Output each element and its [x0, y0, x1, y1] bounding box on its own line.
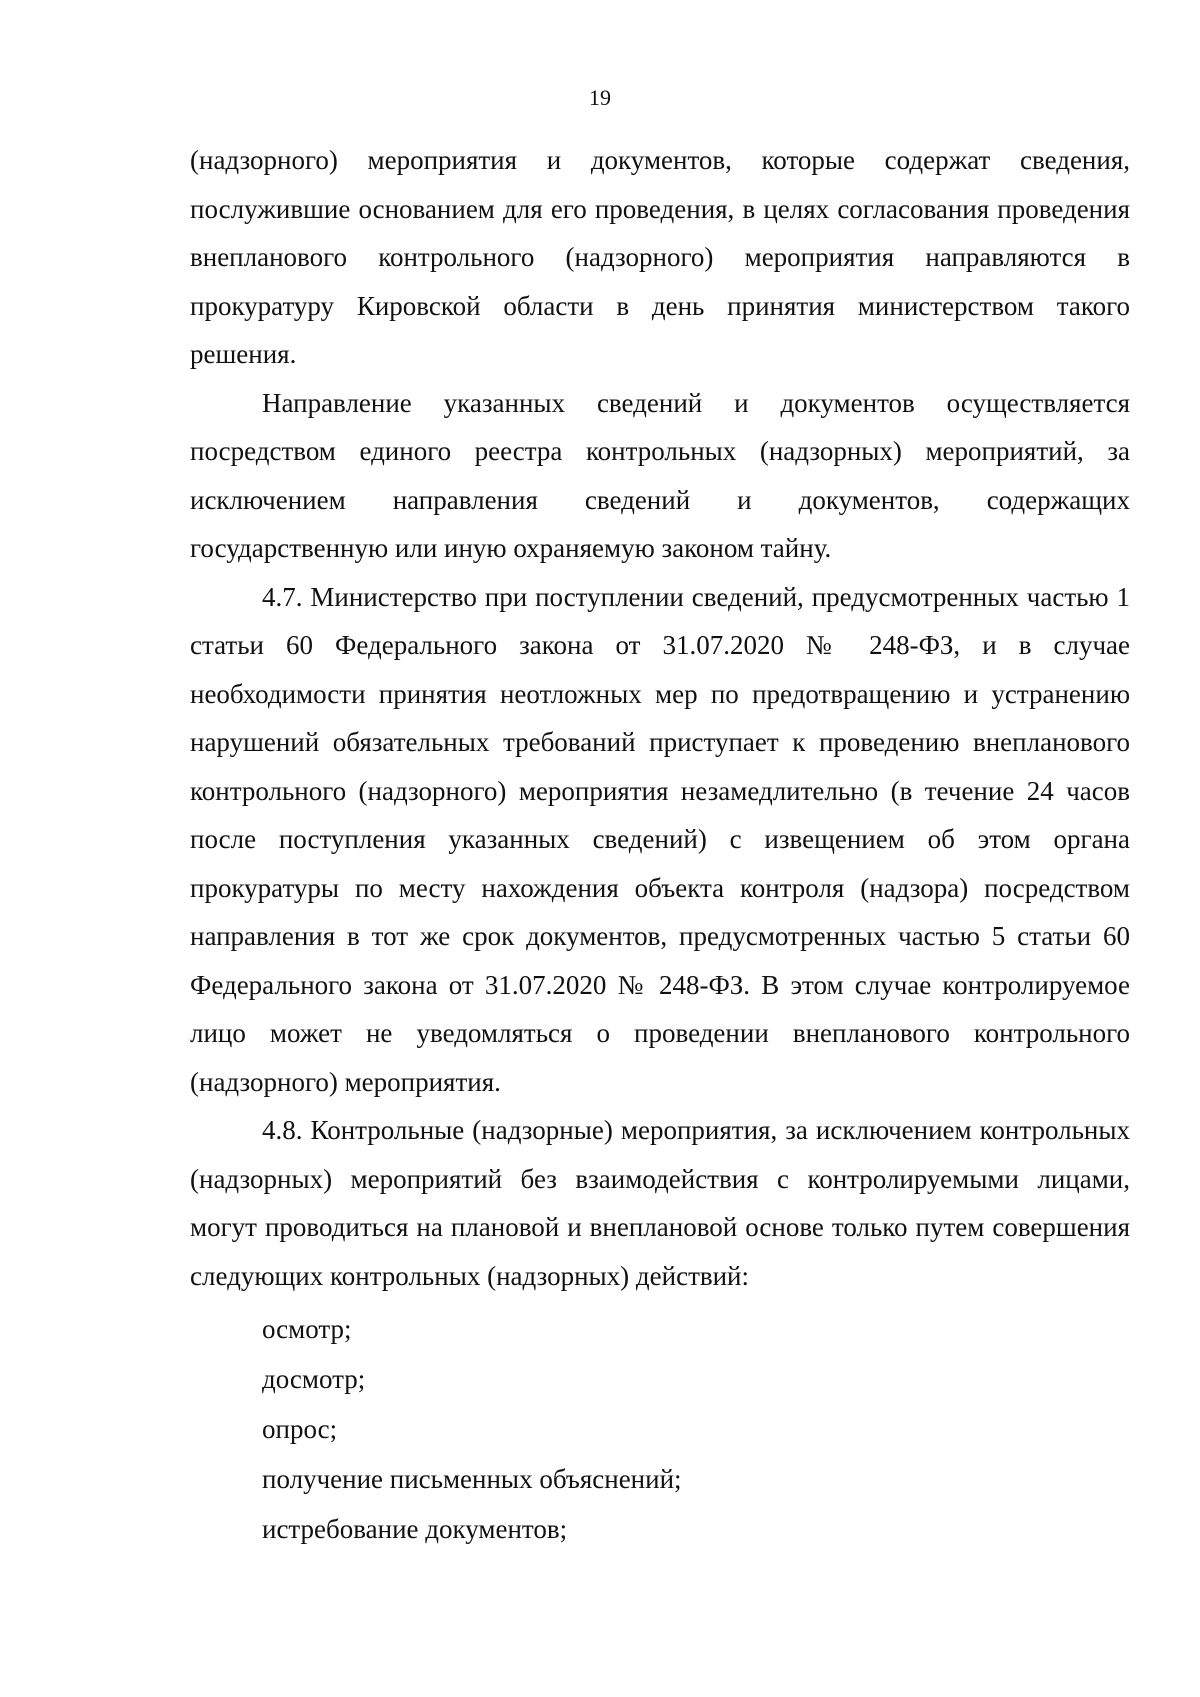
page-number: 19 [589, 85, 611, 110]
list-item: досмотр; [262, 1364, 366, 1394]
paragraph-4-7: 4.7. Министерство при поступлении сведений, предусмотренных частью 1 статьи 60 Федерального закона от 31.07.2020 № 248-ФЗ, и в случае необходимости принятия неотложных мер по предотвращению и устранению нарушений обязательных требований приступает к проведению внепланового контрольного (надзорного) мероприятия незамедлительно (в течение 24 часов после поступления указанных сведений) с извещением об этом органа прокуратуры по месту нахождения объекта контроля (надзора) посредством направления в тот же срок документов, предусмотренных частью 5 статьи 60 Федерального закона от 31.07.2020 № 248-ФЗ. В этом случае контролируемое лицо может не уведомляться о проведении внепланового контрольного (надзорного) мероприятия. [190, 581, 1130, 1097]
paragraph-registry: Направление указанных сведений и документов осуществляется посредством единого реестра контрольных (надзорных) мероприятий, за исключением направления сведений и документов, содержащих государственную или иную охраняемую законом тайну. [190, 387, 1130, 563]
paragraph-4-8: 4.8. Контрольные (надзорные) мероприятия, за исключением контрольных (надзорных) мероприятий без взаимодействия с контролируемыми лицами, могут проводиться на плановой и внеплановой основе только путем совершения следующих контрольных (надзорных) действий: [190, 1115, 1130, 1291]
list-item: осмотр; [262, 1314, 352, 1344]
list-item: получение письменных объяснений; [262, 1464, 682, 1494]
control-actions-list [190, 1304, 1130, 1554]
document-body [190, 136, 1130, 1554]
paragraph-continuation: (надзорного) мероприятия и документов, которые содержат сведения, послужившие основанием для его проведения, в целях согласования проведения внепланового контрольного (надзорного) мероприятия направляются в прокуратуру Кировской области в день принятия министерством такого решения. [190, 145, 1130, 369]
list-item: опрос; [262, 1414, 338, 1444]
list-item: истребование документов; [262, 1514, 568, 1544]
